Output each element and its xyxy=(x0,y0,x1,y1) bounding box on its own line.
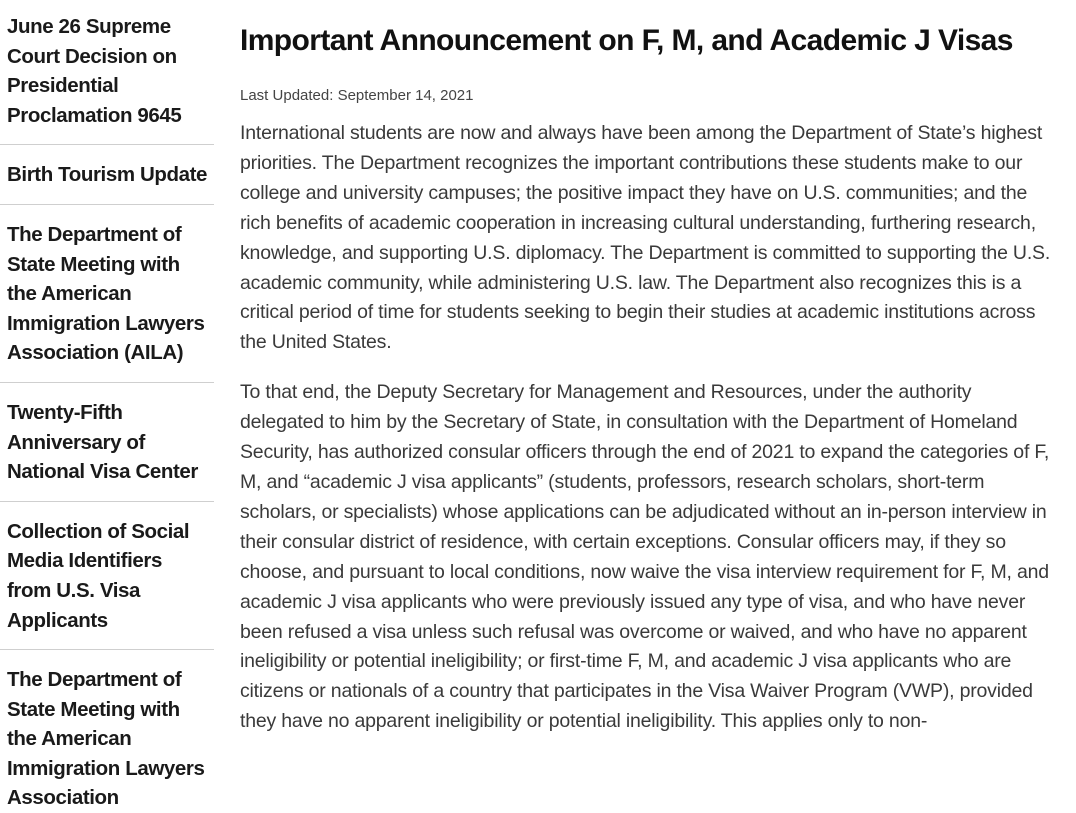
sidebar-link-aila-meeting[interactable]: The Department of State Meeting with the American Immigration Lawyers Association (AILA) xyxy=(0,205,214,383)
article-paragraph-2: To that end, the Deputy Secretary for Management and Resources, under the authority delegated to him by the Secretary of State, in consultation with the Department of Homeland Security, has authorized consular officers through the end of 2021 to expand the categories of F, M, and “academic J visa applicants” (students, professors, research scholars, short-term scholars, or specialists) whose applications can be adjudicated without an in-person interview in their consular district of residence, with certain exceptions. Consular officers may, if they so choose, and pursuant to local conditions, now waive the visa interview requirement for F, M, and academic J visa applicants who were previously issued any type of visa, and who have never been refused a visa unless such refusal was overcome or waived, and who have no apparent ineligibility or potential ineligibility; or first-time F, M, and academic J visa applicants who are citizens or nationals of a country that participates in the Visa Waiver Program (VWP), provided they have no apparent ineligibility or potential ineligibility. This applies only to non- xyxy=(240,381,1050,733)
article-content xyxy=(240,0,1060,746)
sidebar-link-social-media-identifiers[interactable]: Collection of Social Media Identifiers from U.S. Visa Applicants xyxy=(0,502,214,650)
article-paragraph-1: International students are now and always have been among the Department of State’s highest priorities. The Department recognizes the important contributions these students make to our college and university campuses; the positive impact they have on U.S. communities; and the rich benefits of academic cooperation in increasing cultural understanding, furthering research, knowledge, and supporting U.S. diplomacy. The Department is committed to supporting the U.S. academic community, while administering U.S. law. The Department also recognizes this is a critical period of time for students seeking to begin their studies at academic institutions across the United States. xyxy=(240,122,1051,354)
sidebar-link-national-visa-center-anniversary[interactable]: Twenty-Fifth Anniversary of National Visa Center xyxy=(0,383,214,502)
sidebar-link-aila-meeting-2[interactable]: The Department of State Meeting with the American Immigration Lawyers Association xyxy=(7,668,205,810)
sidebar-nav xyxy=(0,0,214,810)
sidebar-link-birth-tourism-update[interactable]: Birth Tourism Update xyxy=(0,145,214,205)
last-updated-date: Last Updated: September 14, 2021 xyxy=(240,87,474,104)
page-title: Important Announcement on F, M, and Academic J Visas xyxy=(240,24,1013,57)
sidebar-link-supreme-court-decision[interactable]: June 26 Supreme Court Decision on Presidential Proclamation 9645 xyxy=(0,0,214,145)
